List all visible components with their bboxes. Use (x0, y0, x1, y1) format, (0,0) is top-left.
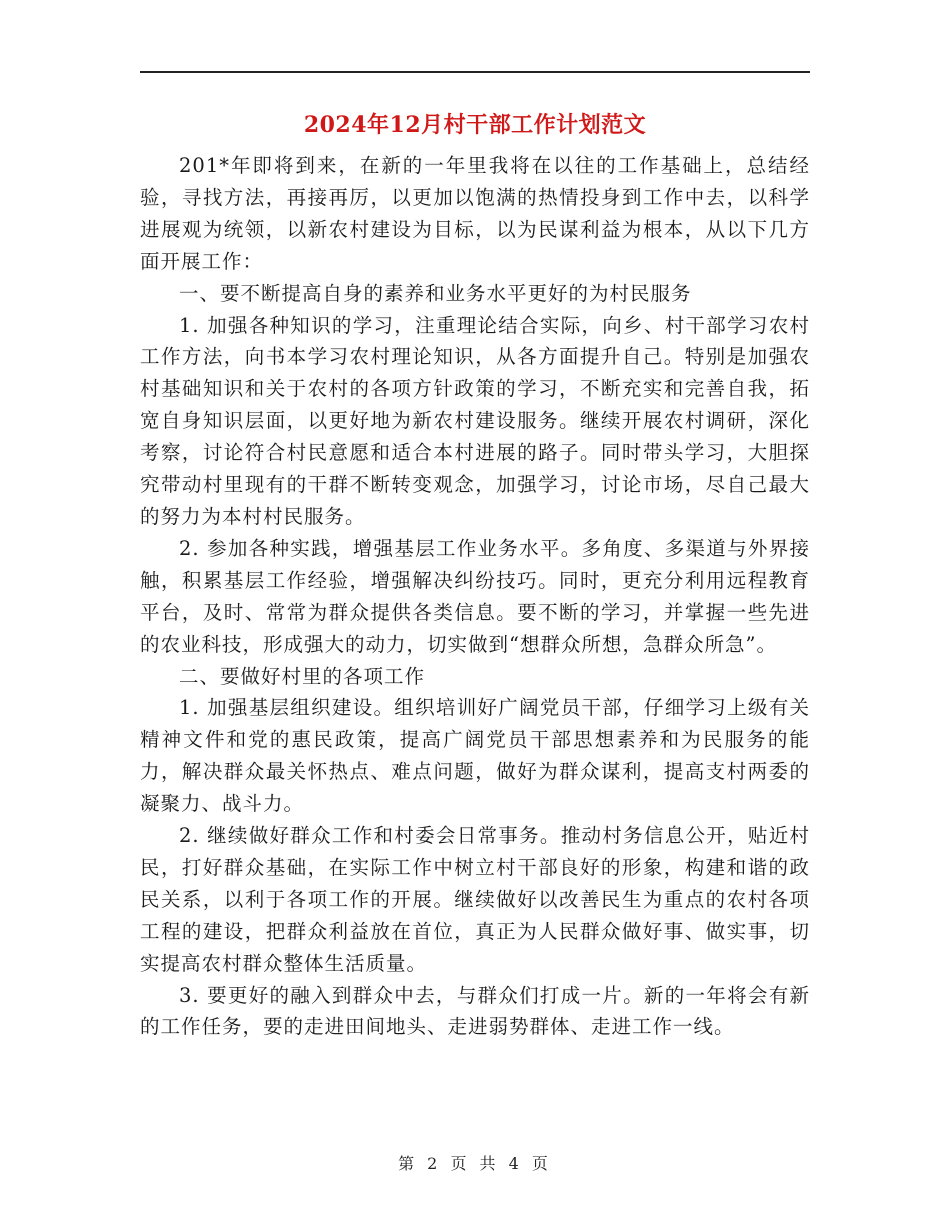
paragraph-1-2: 2. 参加各种实践，增强基层工作业务水平。多角度、多渠道与外界接触，积累基层工作经验，增强解决纠纷技巧。同时，更充分利用远程教育平台，及时、常常为群众提供各类信息。要不断的学习，并掌握一些先进的农业科技，形成强大的动力，切实做到“想群众所想，急群众所急”。 (140, 536, 810, 656)
section-heading-2: 二、要做好村里的各项工作 (179, 664, 426, 688)
paragraph-2-3: 3. 要更好的融入到群众中去，与群众们打成一片。新的一年将会有新的工作任务，要的走进田间地头、走进弱势群体、走进工作一线。 (140, 983, 810, 1039)
section-heading-1: 一、要不断提高自身的素养和业务水平更好的为村民服务 (179, 281, 692, 305)
paragraph-intro: 201*年即将到来，在新的一年里我将在以往的工作基础上，总结经验，寻找方法，再接再厉，以更加以饱满的热情投身到工作中去，以科学进展观为统领，以新农村建设为目标，以为民谋利益为根本，从以下几方面开展工作： (140, 154, 810, 273)
paragraph-2-2: 2. 继续做好群众工作和村委会日常事务。推动村务信息公开，贴近村民，打好群众基础，在实际工作中树立村干部良好的形象，构建和谐的政民关系，以利于各项工作的开展。继续做好以改善民生为重点的农村各项工程的建设，把群众利益放在首位，真正为人民群众做好事、做实事，切实提高农村群众整体生活质量。 (140, 824, 810, 975)
document-title: 2024年12月村干部工作计划范文 (303, 112, 647, 138)
header-rule (140, 71, 810, 73)
page-number-footer: 第 2 页 共 4 页 (398, 1154, 552, 1173)
document-body (140, 150, 810, 1043)
paragraph-1-1: 1. 加强各种知识的学习，注重理论结合实际，向乡、村干部学习农村工作方法，向书本学习农村理论知识，从各方面提升自己。特别是加强农村基础知识和关于农村的各项方针政策的学习，不断充实和完善自我，拓宽自身知识层面，以更好地为新农村建设服务。继续开展农村调研，深化考察，讨论符合村民意愿和适合本村进展的路子。同时带头学习，大胆探究带动村里现有的干群不断转变观念，加强学习，讨论市场，尽自己最大的努力为本村村民服务。 (140, 313, 810, 528)
paragraph-2-1: 1. 加强基层组织建设。组织培训好广阔党员干部，仔细学习上级有关精神文件和党的惠民政策，提高广阔党员干部思想素养和为民服务的能力，解决群众最关怀热点、难点问题，做好为群众谋利，提高支村两委的凝聚力、战斗力。 (140, 696, 810, 816)
